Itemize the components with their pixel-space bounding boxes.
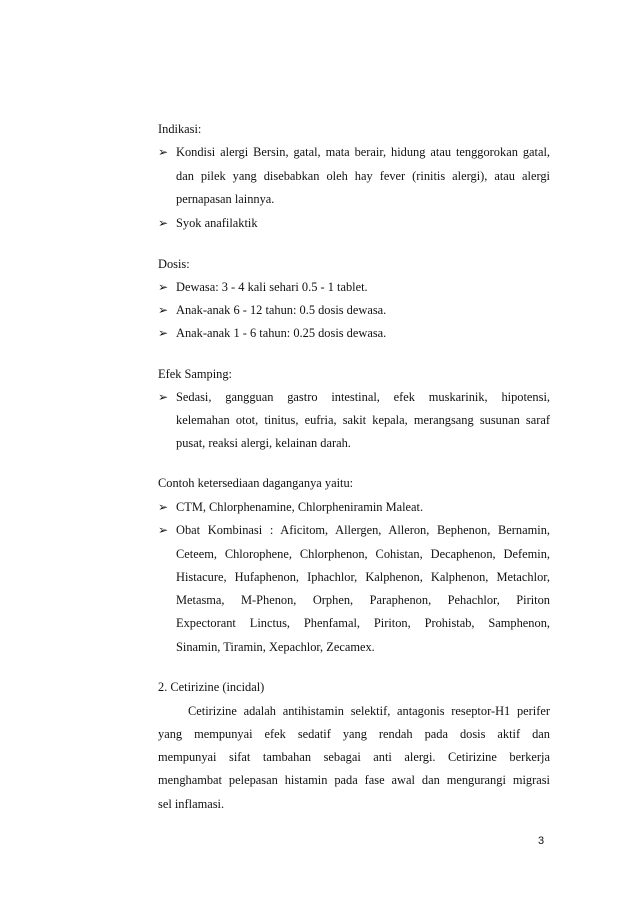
cetirizine-paragraph-line-2: yang mempunyai efek sedatif yang rendah pada dosis aktif dan — [158, 727, 550, 741]
indikasi-item-1-line-1: Kondisi alergi Bersin, gatal, mata berair, hidung atau tenggorokan gatal, — [176, 145, 550, 159]
dosis-item-1: Dewasa: 3 - 4 kali sehari 0.5 - 1 tablet. — [176, 280, 368, 294]
bullet-icon: ➢ — [158, 280, 169, 294]
bullet-icon: ➢ — [158, 500, 169, 514]
sediaan-item-2-line-2: Ceteem, Chlorophene, Chlorphenon, Cohistan, Decaphenon, Defemin, — [176, 547, 550, 561]
dosis-item-2: Anak-anak 6 - 12 tahun: 0.5 dosis dewasa. — [176, 303, 387, 317]
efek-samping-line-2: kelemahan otot, tinitus, eufria, sakit kepala, merangsang susunan saraf — [176, 413, 550, 427]
indikasi-item-2: Syok anafilaktik — [176, 216, 258, 230]
cetirizine-paragraph-line-5: sel inflamasi. — [158, 797, 225, 811]
section-heading-sediaan: Contoh ketersediaan daganganya yaitu: — [158, 476, 354, 490]
section-heading-indikasi: Indikasi: — [158, 122, 202, 136]
bullet-icon: ➢ — [158, 523, 169, 537]
indikasi-item-1-line-3: pernapasan lainnya. — [176, 192, 275, 206]
section-heading-efek-samping: Efek Samping: — [158, 367, 232, 381]
cetirizine-paragraph-line-1: Cetirizine adalah antihistamin selektif, antagonis reseptor-H1 perifer — [188, 704, 550, 718]
bullet-icon: ➢ — [158, 145, 169, 159]
sediaan-item-2-line-3: Histacure, Hufaphenon, Iphachlor, Kalphenon, Kalphenon, Metachlor, — [176, 570, 550, 584]
section-heading-cetirizine: 2. Cetirizine (incidal) — [158, 680, 265, 694]
dosis-item-3: Anak-anak 1 - 6 tahun: 0.25 dosis dewasa. — [176, 326, 387, 340]
bullet-icon: ➢ — [158, 303, 169, 317]
sediaan-item-1: CTM, Chlorphenamine, Chlorpheniramin Maleat. — [176, 500, 424, 514]
cetirizine-paragraph-line-3: mempunyai sifat tambahan sebagai anti alergi. Cetirizine berkerja — [158, 750, 550, 764]
bullet-icon: ➢ — [158, 390, 169, 404]
section-heading-dosis: Dosis: — [158, 257, 190, 271]
sediaan-item-2-line-4: Metasma, M-Phenon, Orphen, Paraphenon, Pehachlor, Piriton — [176, 593, 550, 607]
bullet-icon: ➢ — [158, 216, 169, 230]
indikasi-item-1-line-2: dan pilek yang disebabkan oleh hay fever (rinitis alergi), atau alergi — [176, 169, 550, 183]
sediaan-item-2-line-1: Obat Kombinasi : Aficitom, Allergen, Alleron, Bephenon, Bernamin, — [176, 523, 550, 537]
efek-samping-line-3: pusat, reaksi alergi, kelainan darah. — [176, 436, 351, 450]
page-number: 3 — [538, 835, 545, 847]
sediaan-item-2-line-6: Sinamin, Tiramin, Xepachlor, Zecamex. — [176, 640, 375, 654]
efek-samping-line-1: Sedasi, gangguan gastro intestinal, efek muskarinik, hipotensi, — [176, 390, 550, 404]
cetirizine-paragraph-line-4: menghambat pelepasan histamin pada fase awal dan mengurangi migrasi — [158, 773, 550, 787]
sediaan-item-2-line-5: Expectorant Linctus, Phenfamal, Piriton, Prohistab, Samphenon, — [176, 616, 550, 630]
bullet-icon: ➢ — [158, 326, 169, 340]
